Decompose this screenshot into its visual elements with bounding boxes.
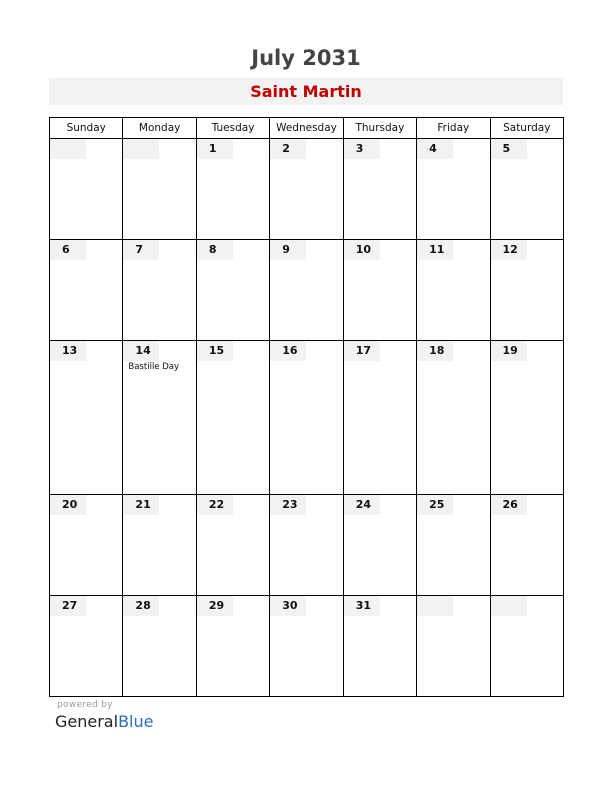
powered-by-label: powered by bbox=[57, 700, 113, 710]
day-number: 22 bbox=[197, 495, 233, 515]
day-cell[interactable] bbox=[417, 139, 490, 240]
calendar-body bbox=[50, 139, 564, 697]
day-cell[interactable] bbox=[490, 240, 563, 341]
day-number: 6 bbox=[50, 240, 86, 260]
day-cell[interactable] bbox=[270, 494, 343, 595]
day-number: 4 bbox=[417, 139, 453, 159]
day-number: 28 bbox=[123, 596, 159, 616]
day-number: 13 bbox=[50, 341, 86, 361]
day-cell[interactable] bbox=[50, 240, 123, 341]
day-number: 26 bbox=[491, 495, 527, 515]
day-number: 9 bbox=[270, 240, 306, 260]
calendar-week-row bbox=[50, 240, 564, 341]
day-cell[interactable] bbox=[417, 595, 490, 696]
brand-part-general: General bbox=[55, 712, 119, 731]
day-cell[interactable] bbox=[123, 341, 196, 495]
day-number: 3 bbox=[344, 139, 380, 159]
day-cell[interactable] bbox=[50, 139, 123, 240]
page-title: July 2031 bbox=[251, 46, 361, 70]
calendar-grid bbox=[49, 117, 564, 697]
weekday-monday: Monday bbox=[123, 118, 196, 139]
day-cell[interactable] bbox=[196, 494, 269, 595]
day-number: 11 bbox=[417, 240, 453, 260]
day-cell[interactable] bbox=[343, 494, 416, 595]
day-cell[interactable] bbox=[123, 494, 196, 595]
day-cell[interactable] bbox=[123, 240, 196, 341]
day-cell[interactable] bbox=[50, 341, 123, 495]
day-cell[interactable] bbox=[343, 595, 416, 696]
empty-day-marker bbox=[417, 596, 453, 616]
empty-day-marker bbox=[123, 139, 159, 159]
day-number: 20 bbox=[50, 495, 86, 515]
day-cell[interactable] bbox=[50, 494, 123, 595]
day-cell[interactable] bbox=[490, 139, 563, 240]
day-cell[interactable] bbox=[196, 240, 269, 341]
day-number: 31 bbox=[344, 596, 380, 616]
day-cell[interactable] bbox=[417, 341, 490, 495]
weekday-friday: Friday bbox=[417, 118, 490, 139]
day-cell[interactable] bbox=[196, 341, 269, 495]
day-number: 15 bbox=[197, 341, 233, 361]
generalblue-logo[interactable] bbox=[55, 712, 153, 731]
day-number: 21 bbox=[123, 495, 159, 515]
day-cell[interactable] bbox=[490, 494, 563, 595]
brand-part-blue: Blue bbox=[118, 712, 154, 731]
region-banner bbox=[49, 78, 563, 105]
day-number: 29 bbox=[197, 596, 233, 616]
day-number: 12 bbox=[491, 240, 527, 260]
day-number: 27 bbox=[50, 596, 86, 616]
day-number: 14 bbox=[123, 341, 159, 361]
day-number: 30 bbox=[270, 596, 306, 616]
day-number: 1 bbox=[197, 139, 233, 159]
day-cell[interactable] bbox=[490, 595, 563, 696]
holiday-label: Bastille Day bbox=[128, 362, 180, 373]
day-number: 18 bbox=[417, 341, 453, 361]
day-cell[interactable] bbox=[123, 595, 196, 696]
weekday-wednesday: Wednesday bbox=[270, 118, 343, 139]
weekday-sunday: Sunday bbox=[50, 118, 123, 139]
day-number: 25 bbox=[417, 495, 453, 515]
region-name: Saint Martin bbox=[250, 82, 362, 101]
day-cell[interactable] bbox=[123, 139, 196, 240]
weekday-saturday: Saturday bbox=[490, 118, 563, 139]
day-cell[interactable] bbox=[490, 341, 563, 495]
day-number: 24 bbox=[344, 495, 380, 515]
day-number: 8 bbox=[197, 240, 233, 260]
day-cell[interactable] bbox=[270, 341, 343, 495]
day-cell[interactable] bbox=[343, 341, 416, 495]
calendar-week-row bbox=[50, 341, 564, 495]
day-number: 2 bbox=[270, 139, 306, 159]
empty-day-marker bbox=[50, 139, 86, 159]
calendar-week-row bbox=[50, 494, 564, 595]
weekday-thursday: Thursday bbox=[343, 118, 416, 139]
day-cell[interactable] bbox=[196, 139, 269, 240]
day-cell[interactable] bbox=[270, 595, 343, 696]
day-cell[interactable] bbox=[343, 240, 416, 341]
day-number: 17 bbox=[344, 341, 380, 361]
weekday-tuesday: Tuesday bbox=[196, 118, 269, 139]
day-cell[interactable] bbox=[417, 240, 490, 341]
day-number: 23 bbox=[270, 495, 306, 515]
day-cell[interactable] bbox=[270, 240, 343, 341]
day-number: 5 bbox=[491, 139, 527, 159]
day-number: 10 bbox=[344, 240, 380, 260]
day-number: 7 bbox=[123, 240, 159, 260]
day-cell[interactable] bbox=[270, 139, 343, 240]
day-cell[interactable] bbox=[196, 595, 269, 696]
calendar-week-row bbox=[50, 139, 564, 240]
day-cell[interactable] bbox=[343, 139, 416, 240]
day-number: 19 bbox=[491, 341, 527, 361]
calendar-week-row bbox=[50, 595, 564, 696]
empty-day-marker bbox=[491, 596, 527, 616]
day-cell[interactable] bbox=[50, 595, 123, 696]
weekday-header-row bbox=[50, 118, 564, 139]
day-cell[interactable] bbox=[417, 494, 490, 595]
day-number: 16 bbox=[270, 341, 306, 361]
